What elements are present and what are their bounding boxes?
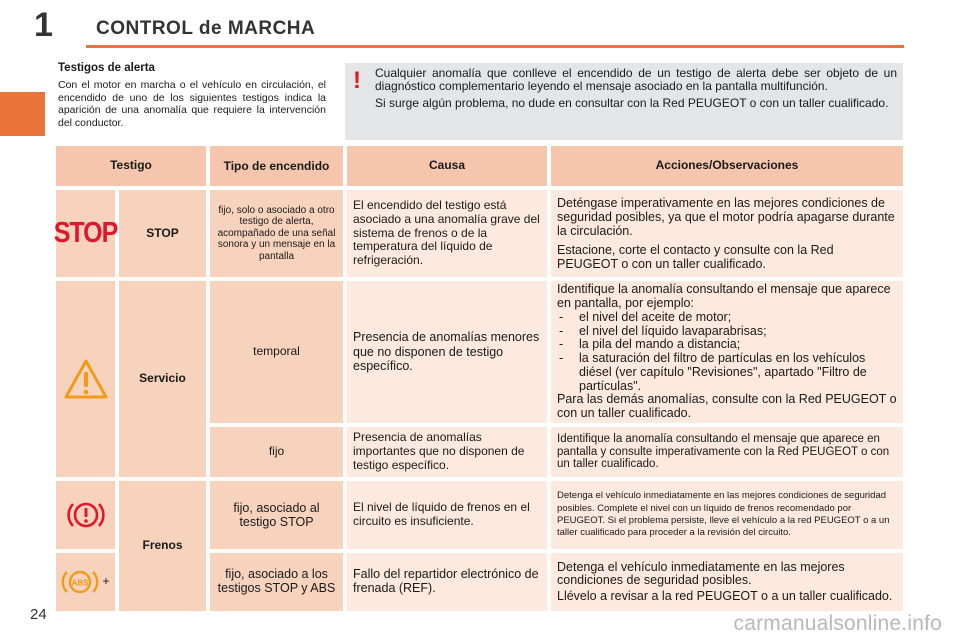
chapter-side-tab <box>0 92 45 136</box>
abs-icon-label: ABS <box>72 578 89 588</box>
brake-tipo-2: fijo, asociado a los testigos STOP y ABS <box>210 553 343 611</box>
stop-causa-text: El encendido del testigo está asociado a una anomalía grave del sistema de frenos o de la temperatura del líquido de refrigeración. <box>353 198 540 268</box>
stop-causa <box>347 190 547 277</box>
brake-acciones-1 <box>551 481 903 549</box>
brake-acciones-2 <box>551 553 903 611</box>
stop-icon-cell <box>53 190 118 277</box>
col-header-causa: Causa <box>347 146 547 186</box>
col-header-acciones: Acciones/Observaciones <box>551 146 903 186</box>
intro-block <box>58 62 326 129</box>
warning-text-1: Cualquier anomalía que conlleve el encendido de un testigo de alerta debe ser objeto de un diagnóstico complementario leyendo el mensaje asociado en la pantalla multifunción. <box>375 66 897 94</box>
warning-note <box>345 63 903 140</box>
brake-causa-2-text: Fallo del repartidor electrónico de frenada (REF). <box>353 567 539 595</box>
brake-acciones-1-text: Detenga el vehículo inmediatamente en las mejores condiciones de seguridad posibles. Complete el nivel con un líquido de frenos recomendado por PEUGEOT. Si el problema persiste, lleve el vehículo a la red PEUGEOT o a un taller cualificado para proceder a la revisión del circuito. <box>557 490 890 539</box>
service-causa-1 <box>347 281 547 423</box>
service-acciones-2 <box>551 427 903 477</box>
warning-triangle-icon <box>63 358 109 400</box>
exclamation-icon: ! <box>353 67 361 94</box>
list-item: - el nivel del aceite de motor; <box>557 311 897 325</box>
stop-tipo: fijo, solo o asociado a otro testigo de alerta, acompañado de una señal sonora y un mensaje en la pantalla <box>210 190 343 277</box>
intro-text: Con el motor en marcha o el vehículo en circulación, el encendido de uno de los siguientes testigos indica la aparición de una anomalía que requiere la intervención del conductor. <box>58 79 326 129</box>
service-causa-2-text: Presencia de anomalías importantes que no disponen de testigo específico. <box>353 430 525 472</box>
header-rule <box>86 45 904 48</box>
page-number: 24 <box>30 606 47 623</box>
abs-icon-cell <box>56 553 115 611</box>
intro-title: Testigos de alerta <box>58 62 155 74</box>
brake-causa-1 <box>347 481 547 549</box>
brake-acciones-2a: Detenga el vehículo inmediatamente en las mejores condiciones de seguridad posibles. <box>557 559 845 588</box>
brake-causa-1-text: El nivel de líquido de frenos en el circuito es insuficiente. <box>353 500 530 528</box>
service-tipo-2: fijo <box>210 427 343 477</box>
service-acciones-list <box>557 311 897 394</box>
list-item: - la saturación del filtro de partículas en los vehículos diésel (ver capítulo "Revisiones", apartado "Filtro de partículas". <box>557 352 897 393</box>
stop-acciones-1: Deténgase imperativamente en las mejores condiciones de seguridad posibles, ya que el motor podría apagarse durante la circulación. <box>557 195 895 239</box>
service-causa-1-text: Presencia de anomalías menores que no disponen de testigo específico. <box>353 330 540 374</box>
warning-text-2: Si surge algún problema, no dude en consultar con la Red PEUGEOT o con un taller cualificado. <box>375 95 889 110</box>
abs-icon <box>61 567 99 597</box>
watermark: carmanualsonline.info <box>733 612 942 635</box>
brake-name: Frenos <box>119 481 206 611</box>
chapter-number: 1 <box>34 6 53 44</box>
service-causa-2 <box>347 427 547 477</box>
stop-acciones <box>551 190 903 277</box>
stop-icon: STOP <box>53 216 118 250</box>
brake-acciones-2b: Llévelo a revisar a la red PEUGEOT o a un taller cualificado. <box>557 588 893 603</box>
service-icon-cell <box>56 281 115 477</box>
chapter-title: CONTROL de MARCHA <box>96 18 316 39</box>
brake-tipo-1: fijo, asociado al testigo STOP <box>210 481 343 549</box>
service-acciones-2-text: Identifique la anomalía consultando el mensaje que aparece en pantalla y consulte imperativamente con la Red PEUGEOT o con un taller cualificado. <box>557 433 890 471</box>
service-acciones-1 <box>551 281 903 423</box>
stop-acciones-2: Estacione, corte el contacto y consulte con la Red PEUGEOT o con un taller cualificado. <box>557 242 834 272</box>
brake-causa-2 <box>347 553 547 611</box>
service-acciones-outro: Para las demás anomalías, consulte con la Red PEUGEOT o con un taller cualificado. <box>557 392 897 420</box>
service-tipo-1: temporal <box>210 281 343 423</box>
service-acciones-intro: Identifique la anomalía consultando el mensaje que aparece en pantalla, por ejemplo: <box>557 282 891 310</box>
plus-sign: + <box>102 574 110 589</box>
col-header-tipo: Tipo de encendido <box>210 146 343 186</box>
list-item: - la pila del mando a distancia; <box>557 338 897 352</box>
brake-icon-cell <box>56 481 115 549</box>
brake-warning-icon <box>66 498 106 532</box>
service-name: Servicio <box>119 281 206 477</box>
col-header-testigo: Testigo <box>56 146 206 186</box>
stop-name: STOP <box>119 190 206 277</box>
list-item: - el nivel del líquido lavaparabrisas; <box>557 325 897 339</box>
